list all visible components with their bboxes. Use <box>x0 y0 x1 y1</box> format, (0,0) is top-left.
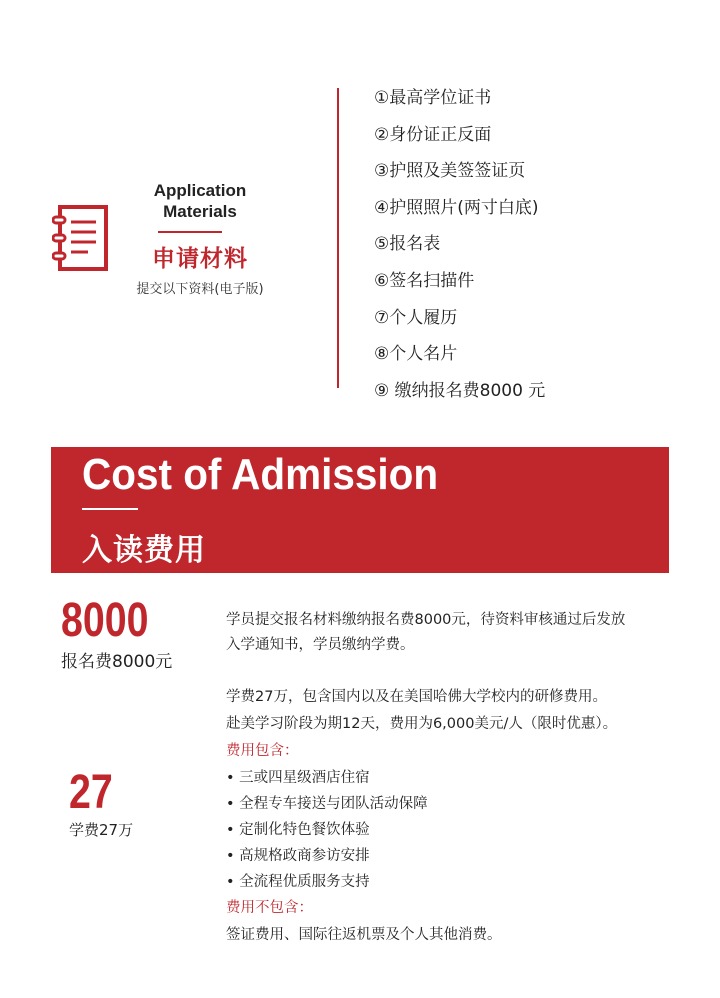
list-item: • 全程专车接送与团队活动保障 <box>226 791 686 817</box>
excluded-text: 签证费用、国际往返机票及个人其他消费。 <box>226 927 502 943</box>
notebook-icon <box>52 204 110 272</box>
list-item: • 全流程优质服务支持 <box>226 869 686 895</box>
vertical-divider <box>337 88 339 388</box>
fee1-description <box>226 608 676 658</box>
included-label: 费用包含： <box>226 743 299 759</box>
list-item: ⑤报名表 <box>374 234 441 255</box>
list-item: ④护照照片(两寸白底) <box>374 197 539 218</box>
fee1-number: 8000 <box>61 594 149 647</box>
list-item: ⑥签名扫描件 <box>374 270 475 291</box>
cost-title-cn: 入读费用 <box>82 533 206 568</box>
title-divider <box>158 231 222 233</box>
list-item: ②身份证正反面 <box>374 124 492 145</box>
list-item: ①最高学位证书 <box>374 88 492 108</box>
fee1-line: 入学通知书，学员缴纳学费。 <box>226 637 415 653</box>
materials-title-en: Application Materials <box>153 181 247 221</box>
fee2-caption: 学费27万 <box>69 821 134 839</box>
list-item: ⑨ 缴纳报名费8000 元 <box>374 380 546 401</box>
fee2-number: 27 <box>69 766 113 819</box>
excluded-label: 费用不包含： <box>226 900 313 916</box>
cost-title-en: Cost of Admission <box>82 450 439 499</box>
fee1-caption: 报名费8000元 <box>61 652 173 672</box>
fee2-line: 赴美学习阶段为期12天，费用为6,000美元/人（限时优惠）。 <box>226 716 618 732</box>
list-item: • 定制化特色餐饮体验 <box>226 817 686 843</box>
list-item: ⑧个人名片 <box>374 344 458 365</box>
materials-list <box>374 80 545 409</box>
list-item: • 三或四星级酒店住宿 <box>226 765 686 791</box>
materials-subtitle: 提交以下资料(电子版) <box>136 282 264 297</box>
fee1-line: 学员提交报名材料缴纳报名费8000元，待资料审核通过后发放 <box>226 612 626 628</box>
fee2-description <box>226 684 686 949</box>
included-list <box>226 765 686 895</box>
list-item: ⑦个人履历 <box>374 307 458 328</box>
list-item: ③护照及美签签证页 <box>374 161 526 182</box>
materials-title-cn: 申请材料 <box>152 246 248 272</box>
list-item: • 高规格政商参访安排 <box>226 843 686 869</box>
fee2-line: 学费27万，包含国内以及在美国哈佛大学校内的研修费用。 <box>226 689 607 705</box>
banner-divider <box>82 508 138 510</box>
